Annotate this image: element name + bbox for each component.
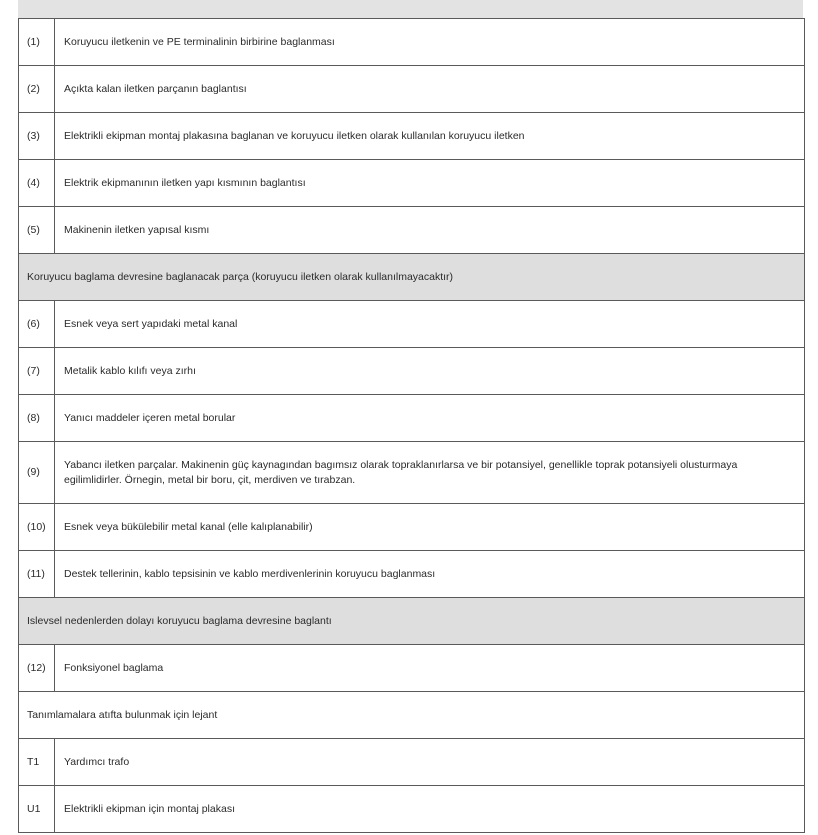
row-description: Destek tellerinin, kablo tepsisinin ve kablo merdivenlerinin koruyucu baglanması (64, 567, 436, 580)
table-row (19, 644, 804, 691)
table-top-band (18, 0, 803, 18)
row-number: (9) (19, 442, 55, 503)
table-row (19, 300, 804, 347)
legend-heading: Tanımlamalara atıfta bulunmak için lejant (27, 708, 218, 721)
row-description: Elektrikli ekipman için montaj plakası (64, 802, 235, 815)
table-row (19, 394, 804, 441)
row-number: (3) (19, 113, 55, 159)
section-heading: Koruyucu baglama devresine baglanacak parça (koruyucu iletken olarak kullanılmayacaktır) (27, 270, 454, 283)
row-number: (8) (19, 395, 55, 441)
table-row (19, 159, 804, 206)
section-header-row (19, 597, 804, 644)
table-row (19, 65, 804, 112)
table-row (19, 550, 804, 597)
legend-table (18, 18, 805, 833)
row-description: Metalik kablo kılıfı veya zırhı (64, 364, 196, 377)
row-description: Yardımcı trafo (64, 755, 130, 768)
row-number: (10) (19, 504, 55, 550)
row-number: (12) (19, 645, 55, 691)
row-description: Elektrikli ekipman montaj plakasına baglanan ve koruyucu iletken olarak kullanılan koruyucu iletken (64, 129, 525, 142)
row-description: Yabancı iletken parçalar. Makinenin güç kaynagından bagımsız olarak topraklanırlarsa ve bir potansiyel, genellikle toprak potansiyeli olusturmaya egilimlidirler. Örnegin, metal bir boru, çit, merdiven ve tırabzan. (64, 458, 738, 486)
row-number: (5) (19, 207, 55, 253)
row-description: Yanıcı maddeler içeren metal borular (64, 411, 236, 424)
table-row (19, 347, 804, 394)
row-number: (4) (19, 160, 55, 206)
table-row (19, 503, 804, 550)
table-row (19, 18, 804, 65)
table-row (19, 738, 804, 785)
section-heading: Islevsel nedenlerden dolayı koruyucu baglama devresine baglantı (27, 614, 332, 627)
row-description: Fonksiyonel baglama (64, 661, 164, 674)
row-description: Esnek veya bükülebilir metal kanal (elle kalıplanabilir) (64, 520, 313, 533)
row-number: (2) (19, 66, 55, 112)
row-description: Esnek veya sert yapıdaki metal kanal (64, 317, 238, 330)
table-row (19, 441, 804, 503)
row-number: (7) (19, 348, 55, 394)
row-description: Makinenin iletken yapısal kısmı (64, 223, 210, 236)
legend-header-row (19, 691, 804, 738)
table-row (19, 112, 804, 159)
row-number: (11) (19, 551, 55, 597)
table-row (19, 785, 804, 833)
section-header-row (19, 253, 804, 300)
row-description: Açıkta kalan iletken parçanın baglantısı (64, 82, 247, 95)
row-description: Elektrik ekipmanının iletken yapı kısmının baglantısı (64, 176, 306, 189)
row-description: Koruyucu iletkenin ve PE terminalinin birbirine baglanması (64, 35, 335, 48)
row-number: (1) (19, 19, 55, 65)
row-number: U1 (19, 786, 55, 832)
table-row (19, 206, 804, 253)
row-number: T1 (19, 739, 55, 785)
row-number: (6) (19, 301, 55, 347)
